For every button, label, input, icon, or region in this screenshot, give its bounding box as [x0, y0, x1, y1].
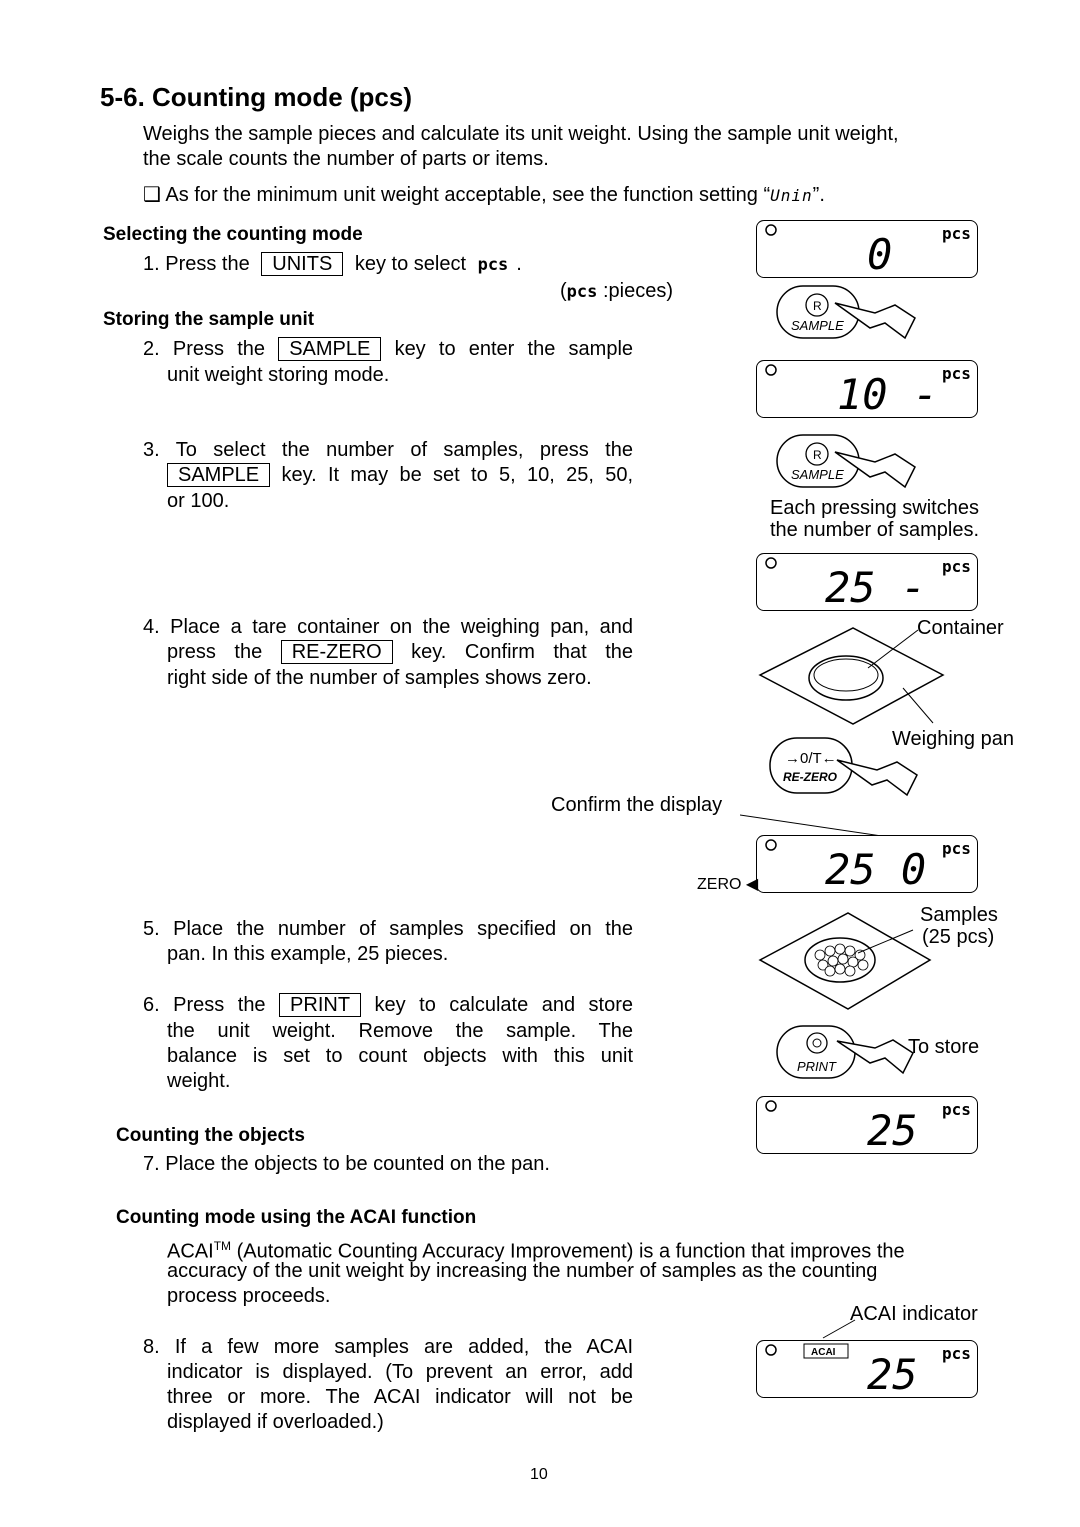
lcd-4-value: 25 0 [825, 845, 927, 892]
step-1 [143, 252, 522, 278]
rezero-key-top: →0/T← [785, 750, 837, 767]
to-store-label: To store [908, 1036, 980, 1058]
note-end: ”. [812, 184, 825, 206]
samples-label-1: Samples [920, 904, 998, 926]
pcs-symbol-2: pcs [566, 282, 598, 302]
lcd-display-6 [756, 1340, 978, 1398]
hand-icon [837, 1040, 913, 1073]
lcd-display-2 [756, 360, 978, 418]
step-6-line-1 [143, 993, 633, 1018]
step-6-line-2: the unit weight. Remove the sample. The [167, 1020, 633, 1042]
lcd-display-1 [756, 220, 978, 278]
lcd-3-graphic [757, 554, 977, 610]
acai-leader-line [815, 1318, 865, 1340]
step-6-pre: 6. Press the [143, 994, 266, 1016]
svg-text:R: R [813, 448, 822, 462]
step-8-line-3: three or more. The ACAI indicator will not be [167, 1386, 633, 1408]
sample-key-illustration-1 [775, 283, 925, 348]
pieces-note [560, 279, 673, 305]
print-key-label: PRINT [797, 1059, 836, 1074]
sample-key-inline: SAMPLE [278, 337, 381, 361]
paren-open: ( [560, 280, 567, 302]
step-6-line-4: weight. [167, 1070, 231, 1092]
acai-para-line-3: process proceeds. [167, 1285, 331, 1307]
confirm-leader-line [740, 800, 900, 840]
step-3-line-2 [167, 463, 633, 488]
lcd-4-graphic [757, 836, 977, 892]
lcd-6-value: 25 [867, 1350, 918, 1397]
print-key-inline: PRINT [279, 993, 361, 1017]
lcd-5-graphic [757, 1097, 977, 1153]
rezero-key-illustration [767, 735, 947, 805]
heading-counting: Counting the objects [116, 1125, 305, 1146]
pieces-text: :pieces) [602, 280, 673, 302]
step-1-pre: 1. Press the [143, 253, 250, 275]
step-5-line-1: 5. Place the number of samples specified on the [143, 918, 633, 940]
svg-text:R: R [813, 299, 822, 313]
note-text: ❑ As for the minimum unit weight acceptable, see the function setting “ [143, 184, 771, 206]
each-pressing-2: the number of samples. [770, 519, 979, 541]
pan-with-samples-illustration [758, 905, 933, 1015]
each-pressing-1: Each pressing switches [770, 497, 979, 519]
step-1-post: key to select [354, 253, 467, 275]
step-1-dot: . [516, 253, 522, 275]
step-6-post: key to calculate and store [374, 994, 634, 1016]
acai-indicator-label: ACAI indicator [850, 1303, 978, 1325]
heading-selecting: Selecting the counting mode [103, 224, 363, 245]
zero-arrow-icon: ◀ [745, 876, 759, 893]
zero-label: ZERO [697, 876, 742, 893]
step-3-line-3: or 100. [167, 490, 230, 512]
lcd-display-5 [756, 1096, 978, 1154]
lcd-5-pcs: pcs [942, 1100, 971, 1119]
intro-line-2: the scale counts the number of parts or items. [143, 148, 549, 170]
step-2-pre: 2. Press the [143, 338, 265, 360]
lcd-display-3 [756, 553, 978, 611]
acai-lead: ACAI [167, 1240, 214, 1263]
step-4-line-1: 4. Place a tare container on the weighing pan, and [143, 616, 633, 638]
note-code: Unin [770, 186, 813, 205]
step-7: 7. Place the objects to be counted on the pan. [143, 1153, 550, 1175]
sample-key-2-label: SAMPLE [791, 467, 844, 482]
lcd-2-value: 10 - [837, 370, 939, 417]
note-line [143, 183, 825, 208]
zero-indicator [697, 874, 758, 894]
lcd-6-pcs: pcs [942, 1344, 971, 1363]
step-6-line-3: balance is set to count objects with this unit [167, 1045, 633, 1067]
step-4-post: key. Confirm that the [411, 641, 633, 663]
lcd-4-pcs: pcs [942, 839, 971, 858]
heading-acai: Counting mode using the ACAI function [116, 1207, 477, 1228]
sample-key-illustration-2 [775, 432, 925, 497]
step-5-line-2: pan. In this example, 25 pieces. [167, 943, 449, 965]
lcd-display-4 [756, 835, 978, 893]
lcd-5-value: 25 [867, 1106, 918, 1153]
lcd-1-pcs: pcs [942, 224, 971, 243]
confirm-display-label: Confirm the display [551, 794, 723, 816]
page-number: 10 [530, 1466, 548, 1483]
heading-storing: Storing the sample unit [103, 309, 315, 330]
step-8-line-2: indicator is displayed. (To prevent an error, add [167, 1361, 633, 1383]
step-2-line-1 [143, 337, 633, 362]
intro-line-1: Weighs the sample pieces and calculate its unit weight. Using the sample unit weight, [143, 123, 899, 145]
container-label: Container [917, 617, 1004, 639]
lcd-2-pcs: pcs [942, 364, 971, 383]
sample-key-1-label: SAMPLE [791, 318, 844, 333]
rezero-key-inline: RE-ZERO [281, 640, 393, 664]
hand-icon [835, 303, 915, 338]
lcd-3-value: 25 - [825, 563, 927, 610]
step-2-line-2: unit weight storing mode. [167, 364, 390, 386]
sample-key-inline-2: SAMPLE [167, 463, 270, 487]
acai-para-line-2: accuracy of the unit weight by increasing the number of samples as the counting [167, 1260, 878, 1282]
lcd-6-graphic [757, 1341, 977, 1397]
step-4-line-2 [167, 640, 633, 665]
step-3-line-1: 3. To select the number of samples, press the [143, 439, 633, 461]
pan-with-container-illustration [758, 620, 948, 730]
step-4-pre: press the [167, 641, 263, 663]
acai-line-1-text: (Automatic Counting Accuracy Improvement) is a function that improves the [231, 1240, 905, 1263]
pcs-symbol: pcs [477, 255, 509, 275]
lcd-3-pcs: pcs [942, 557, 971, 576]
rezero-key-label: RE-ZERO [783, 770, 837, 784]
units-key: UNITS [261, 252, 343, 276]
step-8-line-1: 8. If a few more samples are added, the ACAI [143, 1336, 633, 1358]
acai-tm: TM [213, 1239, 232, 1253]
step-3-post: key. It may be set to 5, 10, 25, 50, [281, 464, 633, 486]
samples-label-2: (25 pcs) [922, 926, 995, 948]
page-title: 5-6. Counting mode (pcs) [100, 82, 412, 112]
lcd-2-graphic [757, 361, 977, 417]
lcd-1-value: 0 [867, 230, 893, 277]
acai-box-label: ACAI [811, 1347, 836, 1358]
step-4-line-3: right side of the number of samples shows zero. [167, 667, 592, 689]
lcd-1-graphic [757, 221, 977, 277]
hand-icon [835, 452, 915, 487]
step-2-post: key to enter the sample [394, 338, 634, 360]
weighing-pan-label: Weighing pan [892, 728, 1014, 750]
step-8-line-4: displayed if overloaded.) [167, 1411, 384, 1433]
